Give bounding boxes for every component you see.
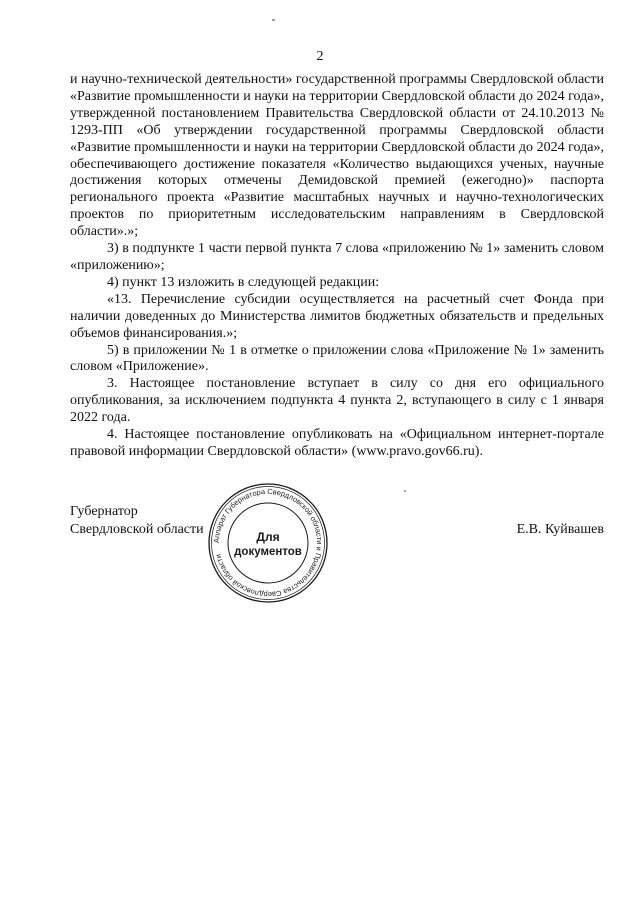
signatory-name: Е.В. Куйвашев [516, 522, 604, 537]
scan-speck [272, 19, 275, 21]
stamp-center-line1: Для [256, 530, 280, 544]
stamp-ring-text: Аппарат Губернатора Свердловской области и Правительства Свердловской области [211, 486, 325, 600]
page-number: 2 [316, 49, 324, 64]
official-stamp [206, 481, 330, 605]
scan-speck [404, 490, 406, 492]
paragraph-subitem-3: 3) в подпункте 1 части первой пункта 7 слова «приложению № 1» заменить словом «приложению»; [70, 241, 604, 273]
paragraph-item-3: 3. Настоящее постановление вступает в силу со дня его официального опубликования, за исключением подпункта 4 пункта 2, вступающего в силу с 1 января 2022 года. [70, 376, 604, 426]
paragraph-quoted-item-13: «13. Перечисление субсидии осуществляется на расчетный счет Фонда при наличии доведенных до Министерства лимитов бюджетных обязательств и предельных объемов финансирования.»; [70, 291, 604, 341]
signatory-position [70, 503, 204, 539]
signatory-position-line2: Свердловской области [70, 522, 204, 537]
paragraph-subitem-5: 5) в приложении № 1 в отметке о приложении слова «Приложение № 1» заменить словом «Приложение». [70, 342, 604, 375]
paragraph-subitem-4: 4) пункт 13 изложить в следующей редакции: [107, 274, 380, 290]
paragraph-continuation: и научно-технической деятельности» государственной программы Свердловской области «Развитие промышленности и науки на территории Свердловской области до 2024 года», утвержденной постановлением Правительства Свердловской области от 24.10.2013 № 1293-ПП «Об утверждении государственной программы Свердловской области «Развитие промышленности и науки на территории Свердловской области до 2024 года», обеспечивающего достижение показателя «Количество выдающихся ученых, научные достижения которых отмечены Демидовской премией (ежегодно)» паспорта регионального проекта «Развитие масштабных научных и научно-технологических проектов по приоритетным исследовательским направлениям в Свердловской области».»; [70, 72, 604, 240]
signatory-position-line1: Губернатор [70, 504, 138, 519]
stamp-center-line2: документов [234, 546, 302, 558]
paragraph-item-4: 4. Настоящее постановление опубликовать на «Официальном интернет-портале правовой информации Свердловской области» (www.pravo.gov66.ru). [70, 427, 604, 459]
signature-block [70, 503, 604, 563]
document-body [70, 72, 604, 461]
